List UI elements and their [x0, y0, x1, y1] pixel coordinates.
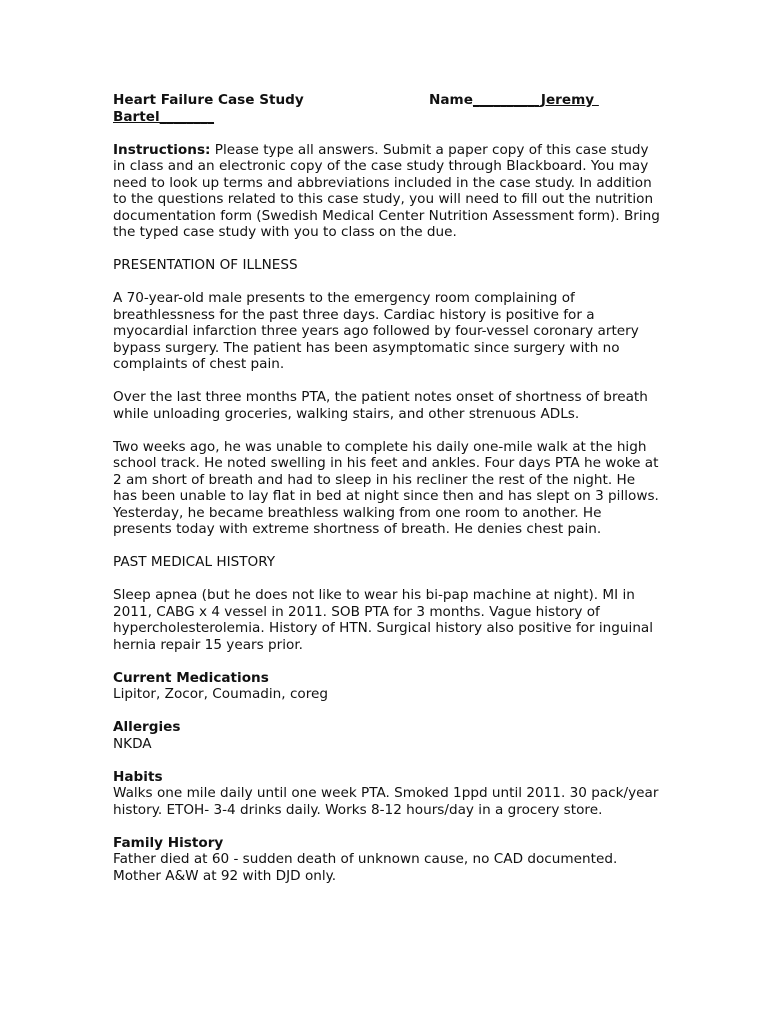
presentation-paragraph-1: A 70-year-old male presents to the emergency room complaining of breathlessness for the past three days. Cardiac history is positive for a myocardial infarction three years ago followed by four-vessel coronary artery bypass surgery. The patient has been asymptomatic since surgery with no complaints of chest pain.: [113, 290, 639, 372]
current-medications-heading: Current Medications: [113, 669, 269, 686]
instructions-text: Please type all answers. Submit a paper copy of this case study in class and an electronic copy of the case study through Blackboard. You may need to look up terms and abbreviations included in the case study. In addition to the questions related to this case study, you will need to fill out the nutrition documentation form (Swedish Medical Center Nutrition Assessment form). Bring the typed case study with you to class on the due.: [113, 141, 660, 240]
current-medications-text: Lipitor, Zocor, Coumadin, coreg: [113, 686, 329, 702]
name-field: [429, 92, 599, 109]
instructions-label: Instructions:: [113, 141, 211, 158]
name-value-line2: Bartel________: [113, 108, 214, 125]
document-header: [113, 92, 661, 109]
past-medical-history-heading: PAST MEDICAL HISTORY: [113, 554, 276, 570]
document-title: Heart Failure Case Study: [113, 92, 304, 108]
presentation-paragraph-2: Over the last three months PTA, the patient notes onset of shortness of breath while unloading groceries, walking stairs, and other strenuous ADLs.: [113, 389, 648, 422]
name-label: Name: [429, 92, 473, 108]
family-history-line-2: Mother A&W at 92 with DJD only.: [113, 867, 337, 884]
instructions-paragraph: [113, 142, 661, 241]
presentation-heading: PRESENTATION OF ILLNESS: [113, 257, 298, 273]
habits-heading: Habits: [113, 768, 163, 785]
family-history-heading: Family History: [113, 834, 224, 851]
allergies-heading: Allergies: [113, 719, 181, 735]
habits-text: Walks one mile daily until one week PTA. Smoked 1ppd until 2011. 30 pack/year history. ETOH- 3-4 drinks daily. Works 8-12 hours/day in a grocery store.: [113, 785, 659, 818]
presentation-paragraph-3: Two weeks ago, he was unable to complete his daily one-mile walk at the high school track. He noted swelling in his feet and ankles. Four days PTA he woke at 2 am short of breath and had to sleep in his recliner the rest of the night. He has been unable to lay flat in bed at night since then and has slept on 3 pillows. Yesterday, he became breathless walking from one room to another. He presents today with extreme shortness of breath. He denies chest pain.: [113, 438, 659, 537]
allergies-text: NKDA: [113, 735, 152, 752]
name-value-line1: __________Jeremy: [472, 92, 599, 108]
past-medical-history-text: Sleep apnea (but he does not like to wear his bi-pap machine at night). MI in 2011, CABG x 4 vessel in 2011. SOB PTA for 3 months. Vague history of hypercholesterolemia. History of HTN. Surgical history also positive for inguinal hernia repair 15 years prior.: [113, 587, 654, 653]
family-history-line-1: Father died at 60 - sudden death of unknown cause, no CAD documented.: [113, 851, 618, 867]
document-page: [113, 92, 661, 884]
